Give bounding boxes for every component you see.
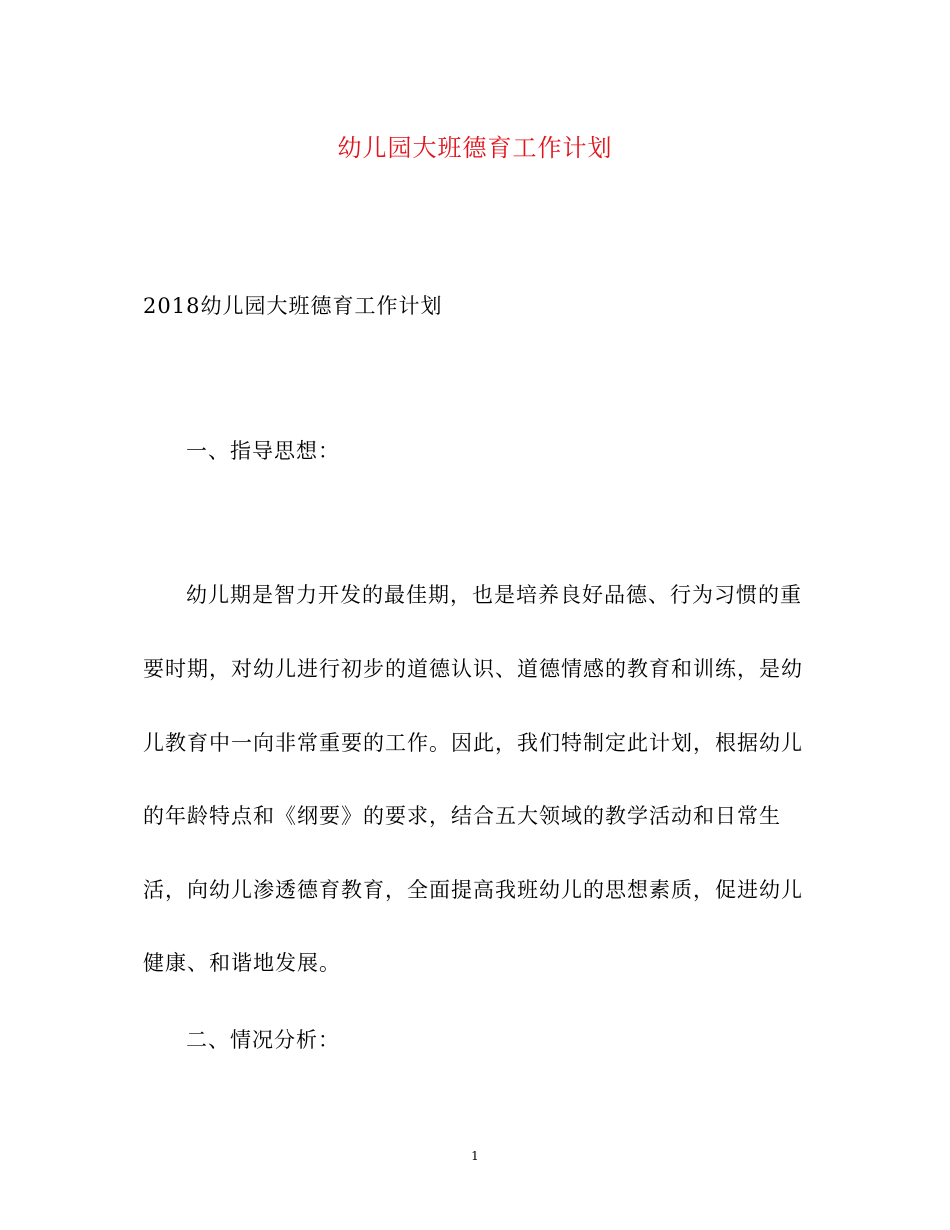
paragraph-line: 幼儿期是智力开发的最佳期，也是培养良好品德、行为习惯的重 (186, 583, 802, 607)
paragraph-line: 要时期，对幼儿进行初步的道德认识、道德情感的教育和训练，是幼 (143, 657, 803, 681)
paragraph-line: 儿教育中一向非常重要的工作。因此，我们特制定此计划，根据幼儿 (143, 731, 803, 755)
paragraph-line: 健康、和谐地发展。 (143, 951, 341, 975)
section-heading-guiding-thought: 一、指导思想： (186, 439, 340, 463)
paragraph-line: 的年龄特点和《纲要》的要求，结合五大领域的教学活动和日常生 (143, 804, 781, 828)
document-subtitle: 2018幼儿园大班德育工作计划 (143, 294, 443, 318)
document-title: 幼儿园大班德育工作计划 (337, 134, 613, 162)
paragraph-line: 活，向幼儿渗透德育教育，全面提高我班幼儿的思想素质，促进幼儿 (143, 878, 803, 902)
section-heading-situation-analysis: 二、情况分析： (186, 1028, 340, 1052)
page-number: 1 (471, 1149, 479, 1163)
